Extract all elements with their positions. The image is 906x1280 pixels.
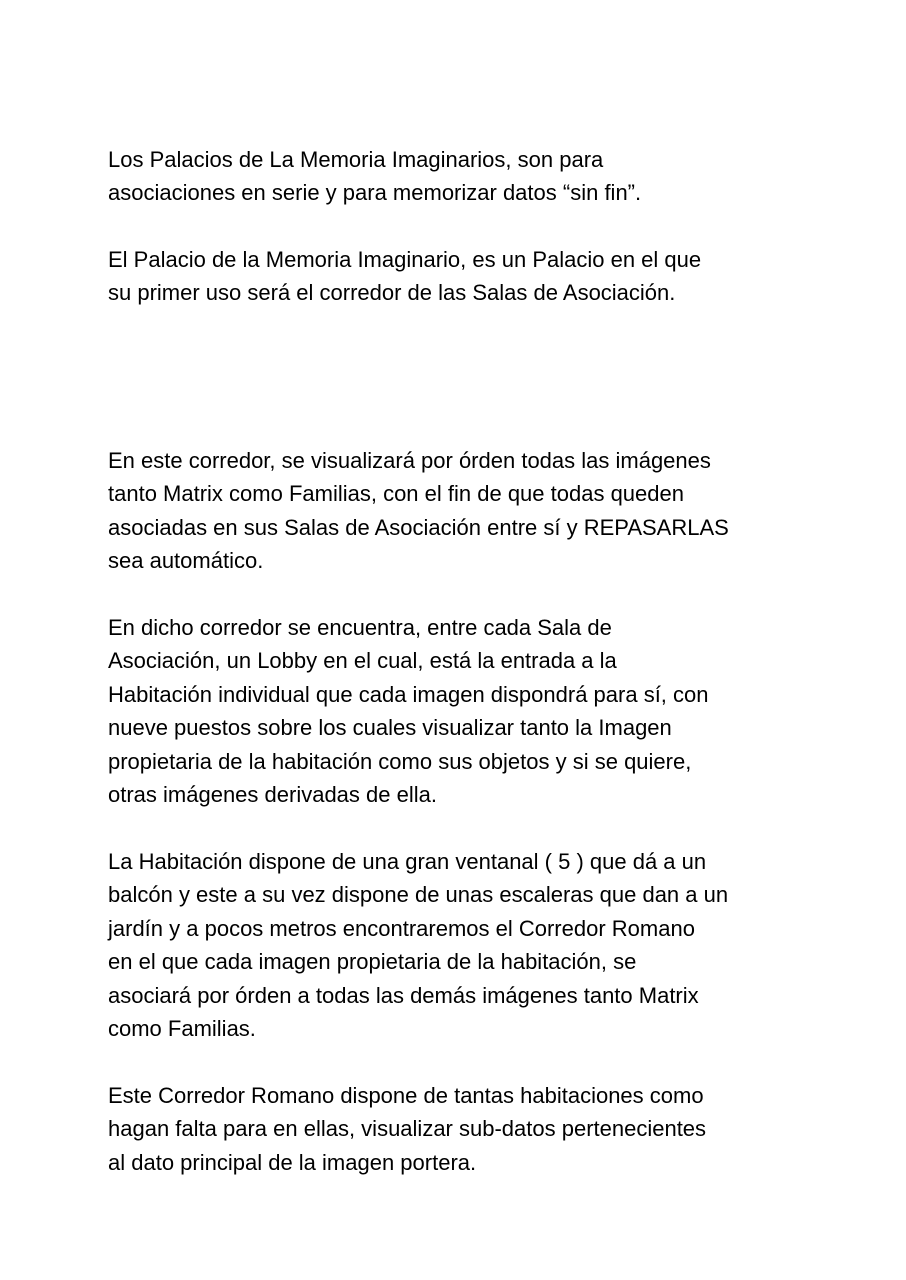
text-line: como Familias. bbox=[108, 1015, 256, 1041]
text-line: asociaciones en serie y para memorizar datos “sin fin”. bbox=[108, 180, 642, 206]
text-line: En este corredor, se visualizará por órden todas las imágenes bbox=[108, 448, 711, 473]
paragraph-corridor bbox=[108, 444, 828, 578]
text-line: tanto Matrix como Familias, con el fin de que todas queden bbox=[108, 481, 684, 507]
text-line: hagan falta para en ellas, visualizar sub-datos pertenecientes bbox=[108, 1116, 707, 1142]
text-line: Habitación individual que cada imagen dispondrá para sí, con bbox=[108, 681, 709, 707]
text-line: balcón y este a su vez dispone de unas escaleras que dan a un bbox=[108, 882, 729, 908]
text-line: Este Corredor Romano dispone de tantas habitaciones como bbox=[108, 1083, 704, 1108]
text-line: su primer uso será el corredor de las Salas de Asociación. bbox=[108, 280, 676, 306]
paragraph-roman-corridor bbox=[108, 1079, 828, 1179]
text-line: La Habitación dispone de una gran ventanal ( 5 ) que dá a un bbox=[108, 849, 707, 874]
text-line: En dicho corredor se encuentra, entre cada Sala de bbox=[108, 615, 612, 640]
text-line: sea automático. bbox=[108, 548, 264, 574]
paragraph-intro bbox=[108, 143, 828, 210]
paragraph-lobby bbox=[108, 611, 828, 811]
text-line: otras imágenes derivadas de ella. bbox=[108, 781, 437, 807]
text-line: Los Palacios de La Memoria Imaginarios, son para bbox=[108, 147, 604, 172]
text-line: asociará por órden a todas las demás imágenes tanto Matrix bbox=[108, 982, 699, 1008]
text-line: jardín y a pocos metros encontraremos el Corredor Romano bbox=[108, 915, 695, 941]
text-line: en el que cada imagen propietaria de la habitación, se bbox=[108, 949, 637, 975]
text-line: nueve puestos sobre los cuales visualizar tanto la Imagen bbox=[108, 715, 672, 741]
text-line: El Palacio de la Memoria Imaginario, es un Palacio en el que bbox=[108, 247, 702, 272]
text-line: propietaria de la habitación como sus objetos y si se quiere, bbox=[108, 748, 692, 774]
text-line: Asociación, un Lobby en el cual, está la entrada a la bbox=[108, 648, 617, 674]
text-line: asociadas en sus Salas de Asociación entre sí y REPASARLAS bbox=[108, 514, 729, 540]
paragraph-palace-definition bbox=[108, 243, 828, 310]
text-line: al dato principal de la imagen portera. bbox=[108, 1149, 477, 1175]
paragraph-room bbox=[108, 845, 828, 1045]
